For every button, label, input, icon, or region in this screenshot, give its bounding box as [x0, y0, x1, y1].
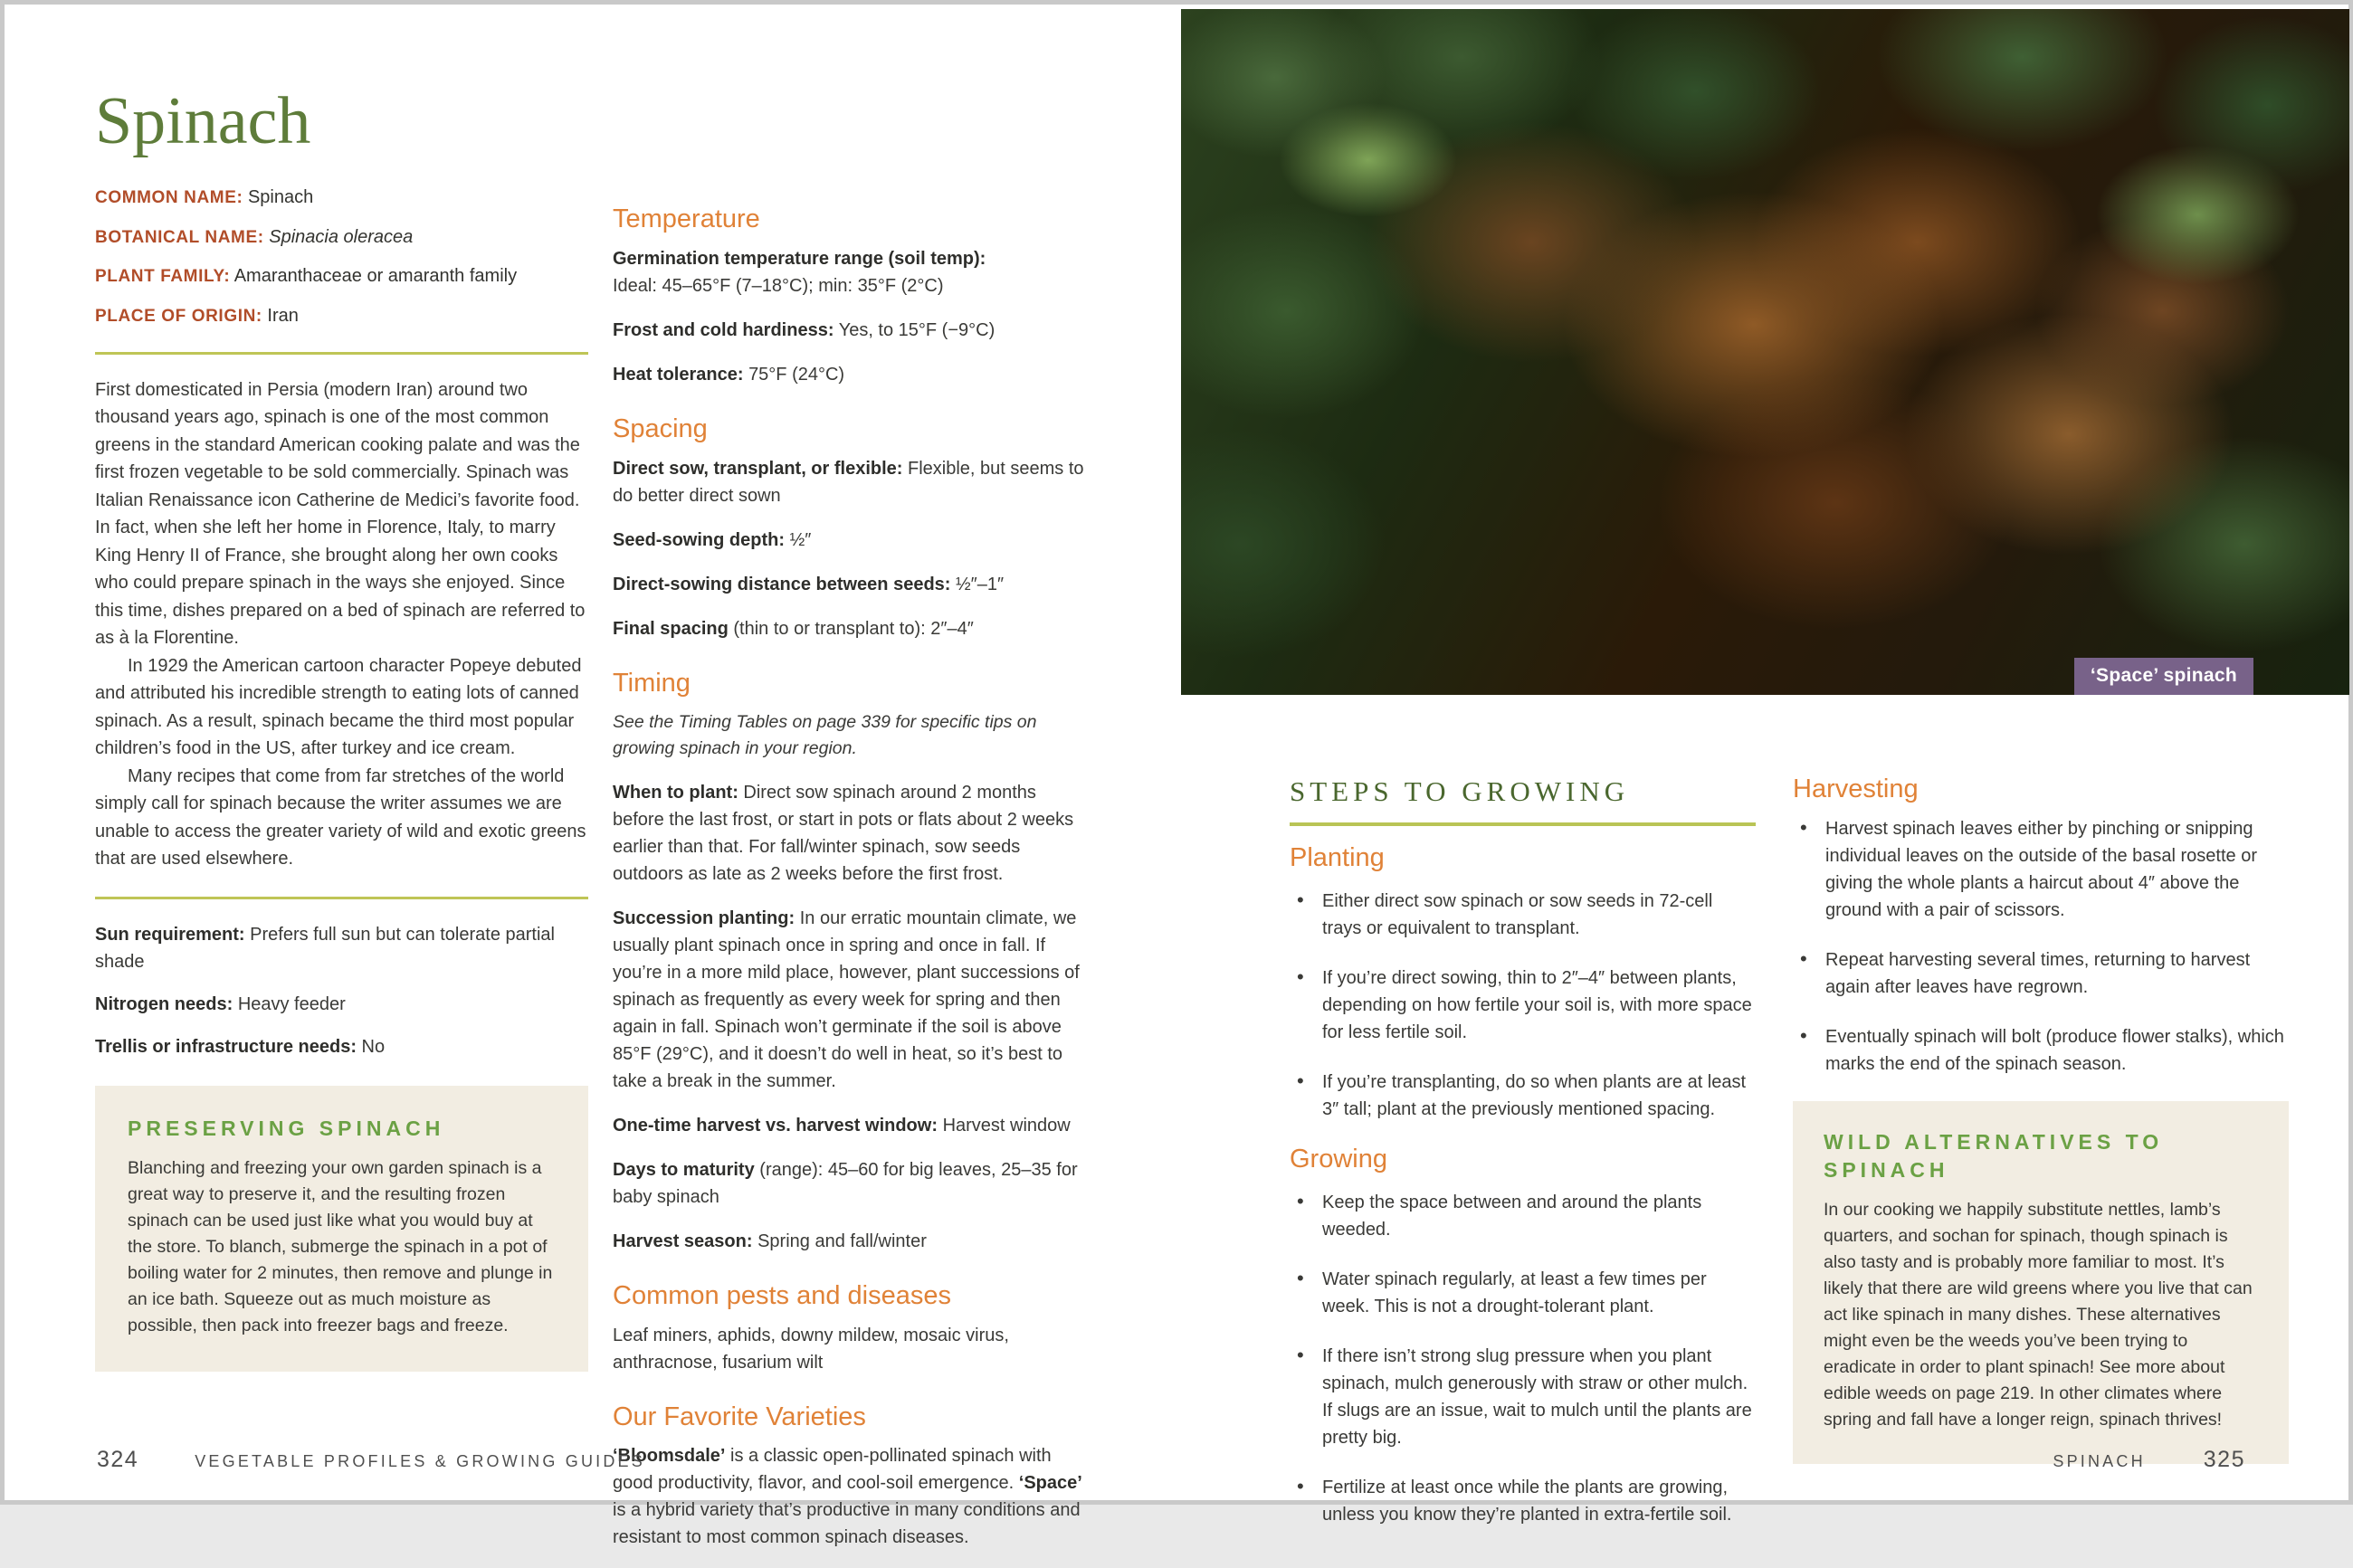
spec-sow-method [613, 455, 1091, 509]
meta-common-name [95, 185, 588, 210]
spec-value: ½″ [789, 529, 812, 550]
intro-paragraph: First domesticated in Persia (modern Iran) around two thousand years ago, spinach is one of the most common greens in the standard American cooking palate and was the first frozen vegetable to be sold commercially. Spinach was Italian Renaissance icon Catherine de Medici’s favorite food. In fact, when she left her home in Florence, Italy, to marry King Henry II of France, she brought along her own cooks who could prepare spinach in the ways she enjoyed. Since this time, dishes prepared on a bed of spinach are referred to as à la Florentine. [95, 379, 586, 649]
section-growing: Growing [1290, 1144, 1387, 1174]
spec-value: Yes, to 15°F (−9°C) [838, 319, 996, 340]
meta-label: PLACE OF ORIGIN: [95, 307, 262, 327]
preserving-box-heading: PRESERVING SPINACH [128, 1116, 445, 1140]
spec-heat-tolerance [613, 361, 1091, 388]
spec-label: Harvest season: [613, 1231, 753, 1251]
spec-seed-depth [613, 527, 1091, 554]
spec-when-to-plant [613, 779, 1091, 888]
section-temperature: Temperature [613, 204, 760, 233]
preserving-box-body: Blanching and freezing your own garden spinach is a great way to preserve it, and the resulting frozen spinach can be used just like what you would buy at the store. To blanch, submerge the spinach in a pot of boiling water for 2 minutes, then remove and plunge in an ice bath. Squeeze out as much moisture as possible, then pack into freezer bags and freeze. [128, 1157, 553, 1335]
intro-paragraph: In 1929 the American cartoon character Popeye debuted and attributed his incredible strength to eating lots of canned spinach. As a result, spinach became the third most popular children’s food in the US, after turkey and ice cream. [95, 655, 582, 759]
spec-label: One-time harvest vs. harvest window: [613, 1115, 938, 1136]
page-title: Spinach [95, 84, 311, 158]
bullet-item: • If there isn’t strong slug pressure when you plant spinach, mulch generously with straw or other mulch. If slugs are an issue, wait to mulch until the plants are pretty big. [1290, 1343, 1756, 1451]
spec-label: When to plant: [613, 782, 738, 803]
wild-box-heading: WILD ALTERNATIVES TO SPINACH [1824, 1129, 2164, 1182]
pests-body: Leaf miners, aphids, downy mildew, mosaic virus, anthracnose, fusarium wilt [613, 1325, 1009, 1373]
spec-label: Germination temperature range (soil temp): [613, 248, 986, 269]
bullet-item: • Repeat harvesting several times, returning to harvest again after leaves have regrown. [1793, 946, 2289, 1001]
right-running-head: SPINACH [2053, 1452, 2146, 1470]
divider-rule [95, 352, 588, 355]
photo-caption: ‘Space’ spinach [2074, 658, 2253, 695]
steps-column [1290, 775, 1756, 1551]
spec-value: Spring and fall/winter [757, 1231, 927, 1251]
wild-box-body: In our cooking we happily substitute nettles, lamb’s quarters, and sochan for spinach, though spinach is also tasty and is probably more familiar to most. It’s likely that there are wild greens where you live that can act like spinach in many dishes. These alternatives might even be the weeds you’ve been trying to eradicate in order to plant spinach! See more about edible weeds on page 219. In other climates where spring and fall have a longer reign, spinach thrives! [1824, 1199, 2253, 1430]
right-page-footer [2053, 1447, 2245, 1473]
requirement-value: No [361, 1036, 386, 1057]
planting-bullets [1290, 888, 1756, 1123]
spec-label: Final spacing [613, 618, 729, 639]
spec-value: (range): 45–60 for big leaves, 25–35 for baby spinach [613, 1159, 1078, 1207]
spec-label: Heat tolerance: [613, 364, 744, 385]
requirement-value: Prefers full sun but can tolerate partial shade [95, 924, 555, 972]
requirement-sun [95, 921, 588, 975]
requirement-label: Nitrogen needs: [95, 993, 233, 1014]
steps-to-growing-title: STEPS TO GROWING [1290, 775, 1630, 807]
bullet-item: • Water spinach regularly, at least a few times per week. This is not a drought-tolerant plant. [1290, 1266, 1756, 1320]
spec-value: In our erratic mountain climate, we usually plant spinach once in spring and once in fall. If you’re in a more mild place, however, plant successions of spinach as frequently as every week for spring and then again in fall. Spinach won’t germinate if the soil is above 85°F (29°C), and it doesn’t do well in heat, so it’s best to take a break in the summer. [613, 908, 1080, 1091]
harvesting-bullets [1793, 815, 2289, 1078]
spinach-photo [1181, 9, 2349, 695]
requirement-trellis [95, 1033, 588, 1060]
spec-value: Direct sow spinach around 2 months before the last frost, or start in pots or flats about 2 weeks earlier than that. For fall/winter spinach, sow seeds outdoors as late as 2 weeks before the first frost. [613, 782, 1074, 884]
bullet-item: • Harvest spinach leaves either by pinching or snipping individual leaves on the outside of the basal rosette or giving the whole plants a haircut about 4″ above the ground with a pair of scissors. [1793, 815, 2289, 924]
left-page-footer [97, 1447, 645, 1473]
intro-paragraph: Many recipes that come from far stretches of the world simply call for spinach because the writer assumes we are unable to access the greater variety of wild and exotic greens that are used elsewhere. [95, 765, 586, 870]
spec-label: Seed-sowing depth: [613, 529, 785, 550]
requirement-label: Trellis or infrastructure needs: [95, 1036, 357, 1057]
spec-value: Flexible, but seems to do better direct sown [613, 458, 1084, 506]
spec-days-to-maturity [613, 1156, 1091, 1211]
bullet-item: • Eventually spinach will bolt (produce flower stalks), which marks the end of the spinach season. [1793, 1023, 2289, 1078]
spec-succession-planting [613, 905, 1091, 1095]
meta-label: COMMON NAME: [95, 188, 243, 207]
spec-label: Days to maturity [613, 1159, 755, 1180]
spec-label: Direct sow, transplant, or flexible: [613, 458, 903, 479]
spec-value: Harvest window [942, 1115, 1071, 1136]
bullet-item: • If you’re transplanting, do so when plants are at least 3″ tall; plant at the previously mentioned spacing. [1290, 1069, 1756, 1123]
meta-value: Spinacia oleracea [269, 226, 414, 247]
section-pests: Common pests and diseases [613, 1280, 951, 1310]
spec-final-spacing [613, 615, 1091, 642]
meta-place-of-origin [95, 304, 588, 328]
spec-value: 75°F (24°C) [748, 364, 845, 385]
section-planting: Planting [1290, 843, 1385, 872]
spec-label: Frost and cold hardiness: [613, 319, 834, 340]
left-column [95, 84, 588, 1372]
varieties-body: ‘Bloomsdale’ is a classic open-pollinated spinach with good productivity, flavor, and cool-soil emergence. ‘Space’ is a hybrid variety that’s productive in many conditions and resistant to most common spinach diseases. [613, 1446, 1082, 1548]
requirement-label: Sun requirement: [95, 924, 245, 945]
section-spacing: Spacing [613, 413, 708, 443]
spec-frost-hardiness [613, 317, 1091, 344]
spec-harvest-season [613, 1228, 1091, 1255]
section-varieties: Our Favorite Varieties [613, 1402, 866, 1431]
bullet-item: • Either direct sow spinach or sow seeds in 72-cell trays or equivalent to transplant. [1290, 888, 1756, 942]
meta-value: Amaranthaceae or amaranth family [233, 266, 518, 287]
spec-harvest-window [613, 1112, 1091, 1139]
spec-label: Succession planting: [613, 908, 795, 928]
harvesting-column [1793, 775, 2289, 1464]
spec-seed-distance [613, 571, 1091, 598]
timing-note: See the Timing Tables on page 339 for specific tips on growing spinach in your region. [613, 711, 1037, 758]
preserving-spinach-box [95, 1086, 588, 1372]
bullet-item: • If you’re direct sowing, thin to 2″–4″ between plants, depending on how fertile your soil is, with more space for less fertile soil. [1290, 965, 1756, 1046]
requirement-value: Heavy feeder [237, 993, 346, 1014]
bullet-item: • Fertilize at least once while the plants are growing, unless you know they’re planted in extra-fertile soil. [1290, 1474, 1756, 1528]
meta-label: PLANT FAMILY: [95, 267, 231, 287]
middle-column [613, 205, 1091, 1568]
spec-label: Direct-sowing distance between seeds: [613, 574, 951, 594]
meta-value: Iran [267, 306, 299, 327]
steps-underline-rule [1290, 822, 1756, 826]
meta-list [95, 185, 588, 328]
spec-value: Ideal: 45–65°F (7–18°C); min: 35°F (2°C) [613, 275, 944, 296]
divider-rule [95, 897, 588, 899]
left-folio: 324 [97, 1447, 139, 1472]
spec-germination [613, 245, 1091, 299]
wild-alternatives-box [1793, 1101, 2289, 1464]
section-harvesting: Harvesting [1793, 774, 1919, 803]
bullet-item: • Keep the space between and around the plants weeded. [1290, 1189, 1756, 1243]
left-running-head: VEGETABLE PROFILES & GROWING GUIDES [195, 1452, 645, 1470]
meta-botanical-name [95, 225, 588, 250]
spec-value: (thin to or transplant to): 2″–4″ [733, 618, 974, 639]
requirement-nitrogen [95, 991, 588, 1018]
right-folio: 325 [2203, 1447, 2245, 1472]
spec-value: ½″–1″ [956, 574, 1005, 594]
meta-label: BOTANICAL NAME: [95, 227, 264, 247]
section-timing: Timing [613, 668, 691, 698]
growing-bullets [1290, 1189, 1756, 1528]
meta-value: Spinach [247, 187, 314, 207]
meta-plant-family [95, 264, 588, 289]
